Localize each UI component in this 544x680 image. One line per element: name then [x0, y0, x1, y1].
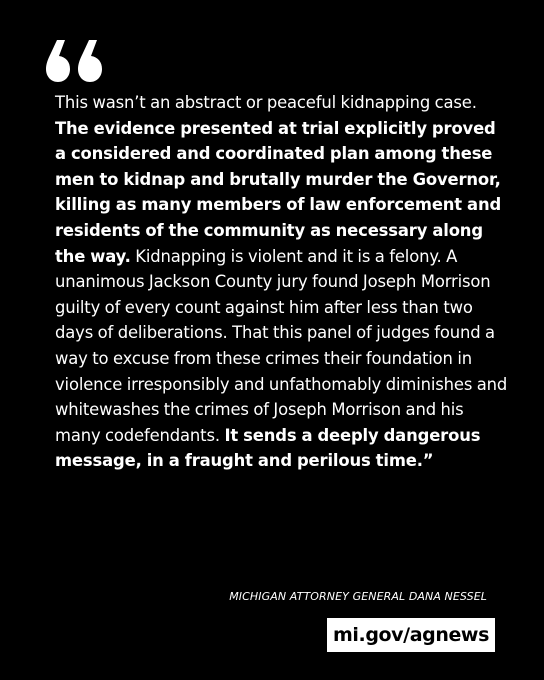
quote-text-body: Kidnapping is violent and it is a felony. A unanimous Jackson County jury found Joseph Morrison guilty of every count against him after less than two days of deliberations. That this panel of judges found a way to excuse from these crimes their foundation in violence irresponsibly and unfathomably diminishes and whitewashes the crimes of Joseph Morrison and his many codefendants. [55, 246, 508, 445]
website-badge: mi.gov/agnews [327, 618, 495, 652]
quote-text-intro: This wasn’t an abstract or peaceful kidnapping case. [55, 93, 477, 112]
quote-attribution: MICHIGAN ATTORNEY GENERAL DANA NESSEL [229, 590, 487, 603]
quote-text [55, 90, 510, 474]
quote-text-emphasis-evidence: The evidence presented at trial explicitly proved a considered and coordinated plan among these men to kidnap and brutally murder the Governor, killing as many members of law enforcement and residents of the community as necessary along the way. [55, 118, 502, 266]
quote-text-emphasis-closing: It sends a deeply dangerous message, in a fraught and perilous time.” [55, 425, 481, 471]
open-quote-icon [46, 40, 102, 82]
